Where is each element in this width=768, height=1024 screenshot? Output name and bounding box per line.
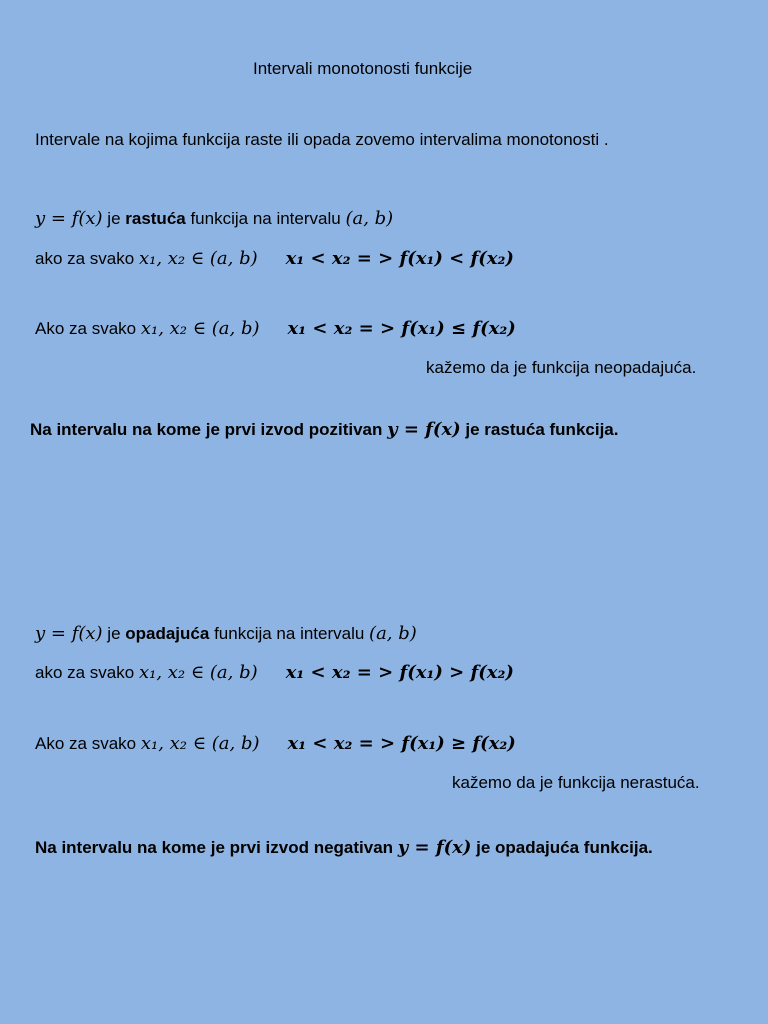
rule-conclusion: je opadajuća funkcija. — [471, 838, 653, 857]
condition-variables: x₁, x₂ ∈ (a, b) — [140, 733, 260, 754]
condition-variables: x₁, x₂ ∈ (a, b) — [140, 318, 260, 339]
rule-text: Na intervalu na kome je prvi izvod pozitivan — [30, 420, 388, 439]
increasing-keyword: rastuća — [125, 209, 186, 228]
condition-implication: x₁ < x₂ = > f(x₁) > f(x₂) — [285, 662, 514, 683]
decreasing-condition-strict — [35, 662, 514, 684]
decreasing-definition — [35, 623, 417, 645]
interval-expression: (a, b) — [345, 208, 394, 229]
decreasing-note: kažemo da je funkcija nerastuća. — [452, 773, 700, 792]
increasing-condition-strict — [35, 248, 514, 270]
condition-text: ako za svako — [35, 249, 139, 268]
increasing-note: kažemo da je funkcija neopadajuća. — [426, 358, 697, 377]
rule-function: y = f(x) — [387, 419, 461, 440]
condition-implication: x₁ < x₂ = > f(x₁) ≥ f(x₂) — [287, 733, 516, 754]
rule-text: Na intervalu na kome je prvi izvod negativan — [35, 838, 398, 857]
increasing-definition — [35, 208, 393, 230]
increasing-rule — [30, 419, 618, 441]
intro-text: Intervale na kojima funkcija raste ili opada zovemo intervalima monotonosti . — [35, 130, 609, 149]
connector-text: je — [102, 209, 126, 228]
increasing-condition-nonstrict — [35, 318, 516, 340]
definition-text: funkcija na intervalu — [185, 209, 346, 228]
function-expression: y = f(x) — [35, 208, 103, 229]
condition-implication: x₁ < x₂ = > f(x₁) ≤ f(x₂) — [287, 318, 516, 339]
condition-variables: x₁, x₂ ∈ (a, b) — [138, 662, 258, 683]
condition-text: Ako za svako — [35, 319, 141, 338]
decreasing-rule — [35, 837, 653, 859]
condition-text: Ako za svako — [35, 734, 141, 753]
condition-text: ako za svako — [35, 663, 139, 682]
interval-expression: (a, b) — [369, 623, 417, 644]
decreasing-condition-nonstrict — [35, 733, 516, 755]
condition-implication: x₁ < x₂ = > f(x₁) < f(x₂) — [285, 248, 514, 269]
definition-text: funkcija na intervalu — [209, 624, 370, 643]
connector-text: je — [102, 624, 126, 643]
rule-conclusion: je rastuća funkcija. — [460, 420, 619, 439]
condition-variables: x₁, x₂ ∈ (a, b) — [138, 248, 258, 269]
decreasing-keyword: opadajuća — [125, 624, 210, 643]
function-expression: y = f(x) — [35, 623, 103, 644]
page-title: Intervali monotonosti funkcije — [253, 59, 473, 78]
rule-function: y = f(x) — [397, 837, 472, 858]
